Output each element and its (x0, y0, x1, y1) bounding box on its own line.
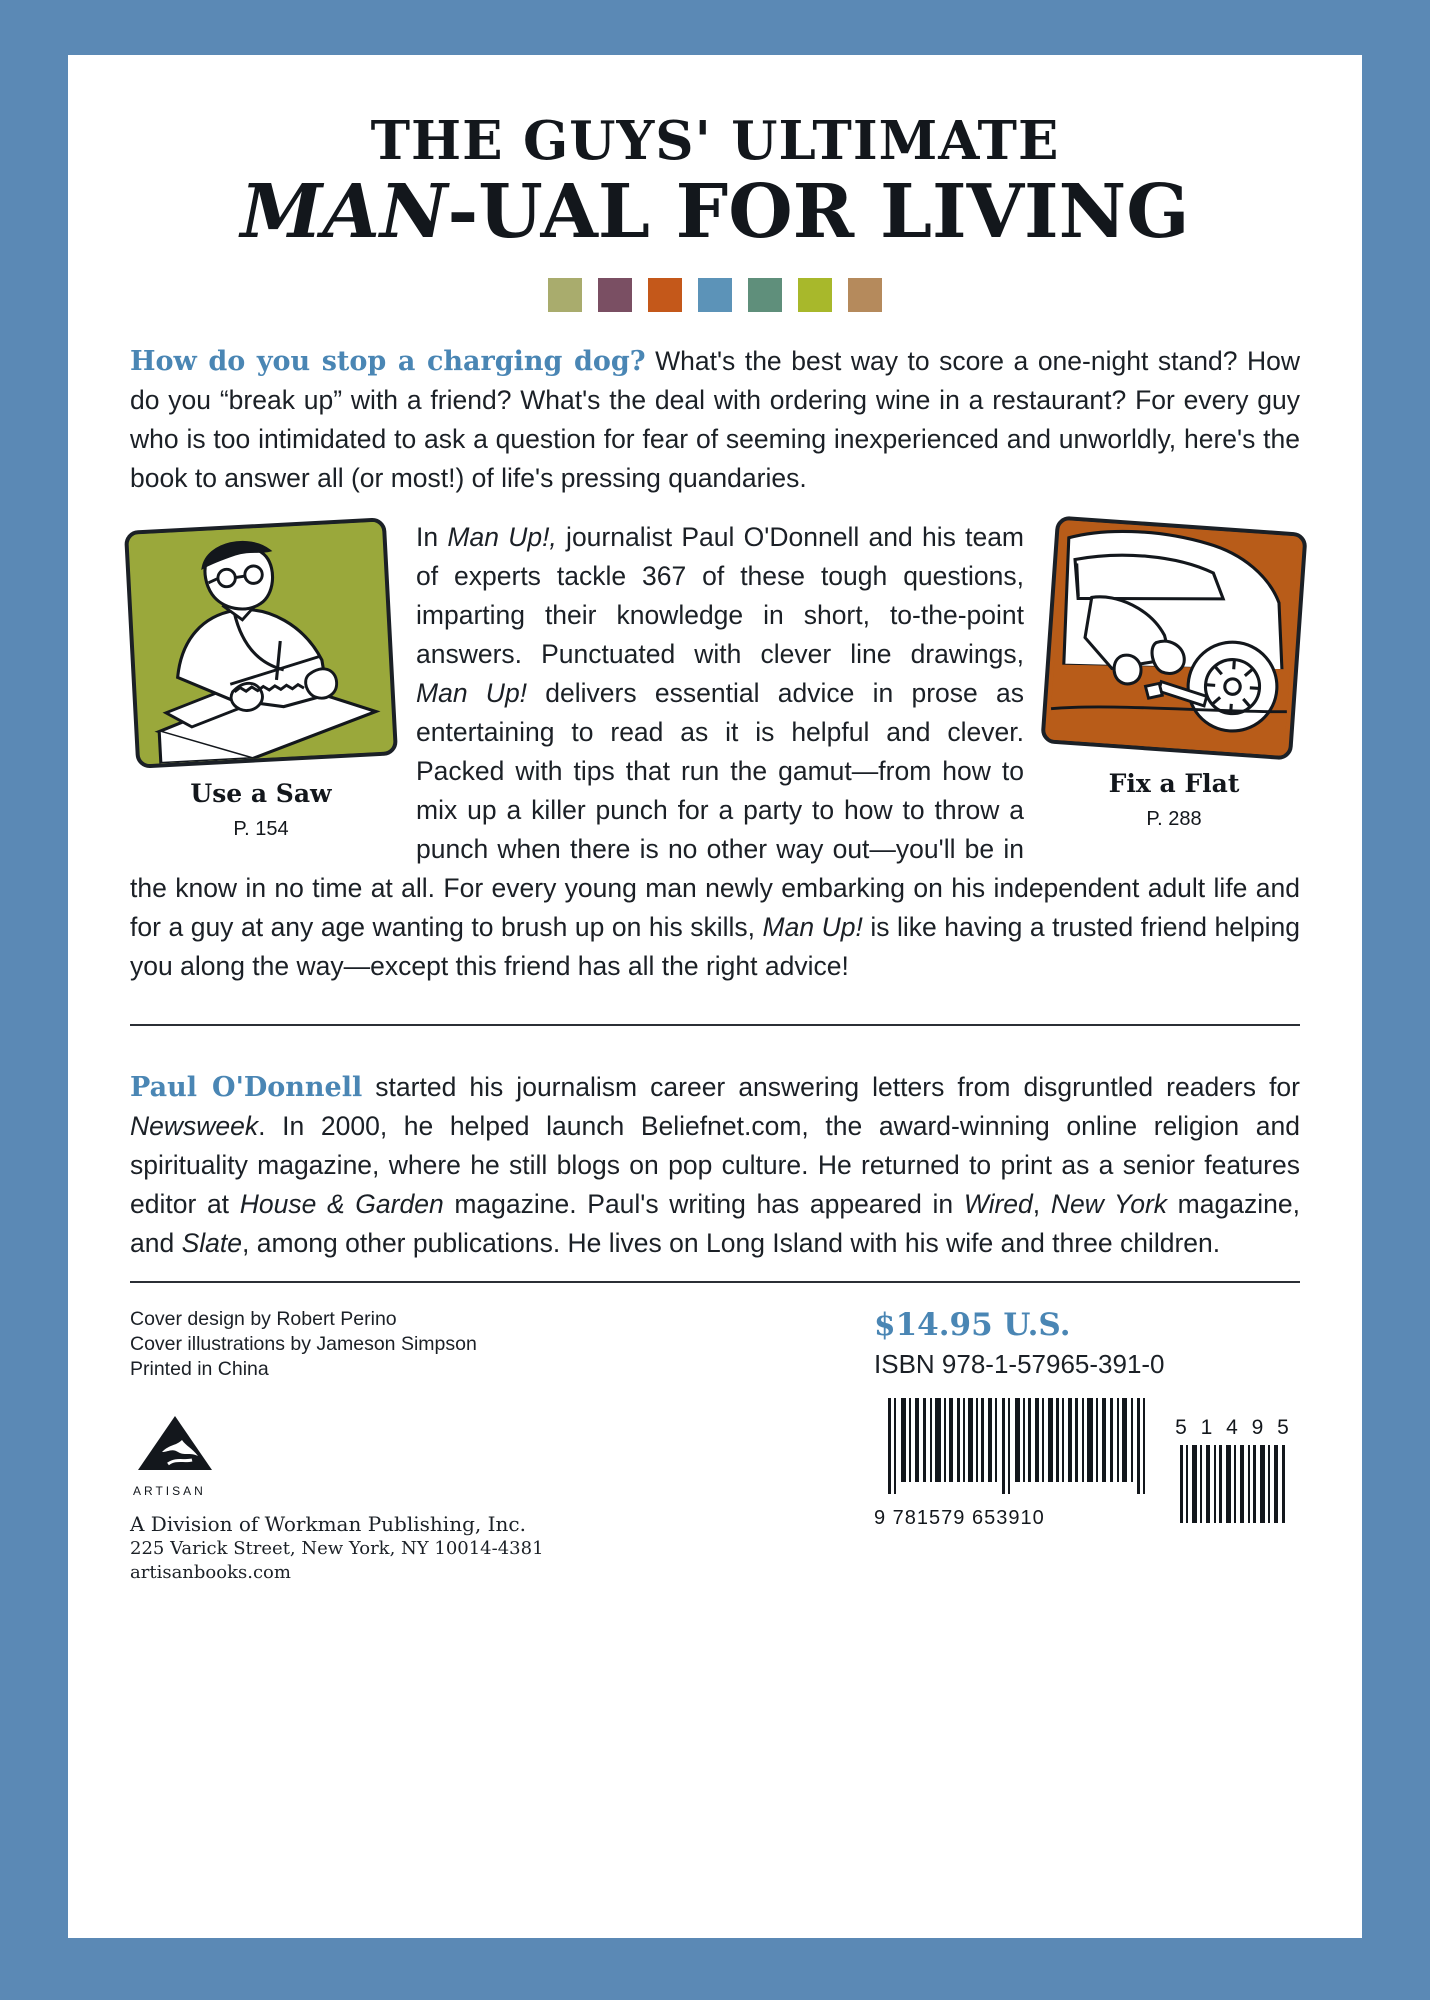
price-label: $14.95 U.S. (874, 1307, 1071, 1344)
artisan-mountain-icon (132, 1412, 218, 1474)
author-bio-e: magazine, and (130, 1189, 1300, 1259)
author-bio-f: , among other publications. He lives on Long Island with his wife and three children. (241, 1228, 1221, 1259)
color-swatch (848, 278, 882, 312)
page-title-line-1: THE GUYS' ULTIMATE (370, 110, 1060, 172)
publication-house-and-garden: House & Garden (239, 1189, 444, 1220)
blurb-p2-a: In (416, 522, 448, 553)
credit-line: Cover design by Robert Perino (130, 1308, 397, 1331)
barcode-addon-svg (1174, 1443, 1294, 1525)
barcode-addon-digits: 5 1 4 9 5 (1175, 1416, 1293, 1440)
publication-newsweek: Newsweek (130, 1111, 259, 1142)
book-title-mention-3: Man Up! (762, 911, 863, 942)
page-title-line-2 (130, 169, 1300, 255)
color-swatch (598, 278, 632, 312)
illustration-use-a-saw (130, 524, 392, 844)
cover-footer (130, 1307, 1300, 1584)
color-swatch (748, 278, 782, 312)
author-bio-c: magazine. Paul's writing has appeared in (443, 1189, 964, 1220)
author-bio-a: started his journalism career answering letters from disgruntled readers for (362, 1071, 1300, 1102)
author-bio-b: . In 2000, he helped launch Beliefnet.com, the award-winning online religion and spirituality magazine, where he still blogs on pop culture. He returned to print as a senior features editor at (130, 1111, 1300, 1220)
color-swatch (698, 278, 732, 312)
blurb-paragraph-1 (130, 342, 1300, 499)
title-block (130, 110, 1300, 255)
blurb-body (130, 342, 1300, 1006)
publisher-imprint (130, 1511, 544, 1584)
book-title-mention-2: Man Up! (416, 678, 528, 709)
illustration-page-ref-saw: P. 154 (233, 817, 289, 840)
credits-block (130, 1307, 544, 1382)
blurb-paragraph-1-text: What's the best way to score a one-night stand? How do you “break up” with a friend? What's the deal with ordering wine in a restaurant? For every guy who is too intimidated to ask a question for fear of seeming inexperienced and unworldly, here's the book to answer all (or most!) of life's pressing quandaries. (130, 345, 1301, 494)
author-bio-d: , (1032, 1189, 1051, 1220)
illustration-page-ref-flat: P. 288 (1146, 807, 1202, 830)
publication-wired: Wired (963, 1189, 1033, 1220)
author-name: Paul O'Donnell (130, 1071, 363, 1103)
imprint-address: 225 Varick Street, New York, NY 10014-4381 (130, 1538, 544, 1560)
credit-line: Printed in China (130, 1358, 269, 1381)
publisher-logo-wordmark: ARTISAN (133, 1483, 206, 1498)
publication-new-york: New York (1050, 1189, 1168, 1220)
title-rest: -UAL FOR LIVING (447, 169, 1190, 255)
color-swatch-row (130, 278, 1300, 312)
flat-tire-illustration-svg (1045, 520, 1304, 756)
saw-illustration-svg (128, 522, 394, 765)
blurb-lead-in: How do you stop a charging dog? (130, 345, 646, 377)
barcode-main (874, 1396, 1160, 1530)
author-bio-paragraph (130, 1068, 1300, 1264)
illustration-card-saw (124, 518, 398, 769)
color-swatch (798, 278, 832, 312)
color-swatch (548, 278, 582, 312)
credit-line: Cover illustrations by Jameson Simpson (130, 1333, 477, 1356)
barcode-main-svg (874, 1396, 1160, 1500)
book-title-mention-1: Man Up!, (447, 522, 557, 553)
illustration-caption-saw: Use a Saw (190, 779, 332, 809)
divider-above-footer (130, 1281, 1300, 1283)
cover-canvas (68, 55, 1362, 1938)
color-swatch (648, 278, 682, 312)
blurb-p2-b: journalist Paul O'Donnell and his team of experts tackle 367 of these tough questions, imparting their knowledge in short, to-the-point answers. Punctuated with clever line drawings, (416, 522, 1025, 670)
imprint-website[interactable]: artisanbooks.com (130, 1561, 291, 1583)
divider-above-author (130, 1024, 1300, 1026)
imprint-division: A Division of Workman Publishing, Inc. (130, 1512, 526, 1537)
author-bio (130, 1068, 1300, 1264)
barcode-digits: 9 781579 653910 (874, 1507, 1045, 1530)
illustration-caption-flat: Fix a Flat (1108, 769, 1240, 799)
publisher-logo (132, 1412, 544, 1499)
publication-slate: Slate (181, 1228, 242, 1259)
footer-right-column (874, 1307, 1300, 1530)
title-word-man: MAN (240, 169, 448, 255)
isbn-label: ISBN 978-1-57965-391-0 (874, 1349, 1165, 1380)
barcode-addon (1174, 1416, 1294, 1530)
blurb-p2-c: delivers essential advice in prose as entertaining to read as it is helpful and clever. Packed with tips that run the gamut—from how to mix up a killer punch for a party to how to throw a punch when there is no other way out—you'll be in the know in no time at all. For every young man newly embarking on his independent adult life and for a guy at any age wanting to brush up on his skills, (130, 678, 1300, 942)
footer-left-column (130, 1307, 544, 1584)
illustration-fix-a-flat (1048, 524, 1300, 834)
blurb-p2-d: is like having a trusted friend helping you along the way—except this friend has all the right advice! (130, 911, 1300, 981)
illustration-card-flat (1040, 516, 1307, 761)
barcode-group (874, 1396, 1294, 1530)
